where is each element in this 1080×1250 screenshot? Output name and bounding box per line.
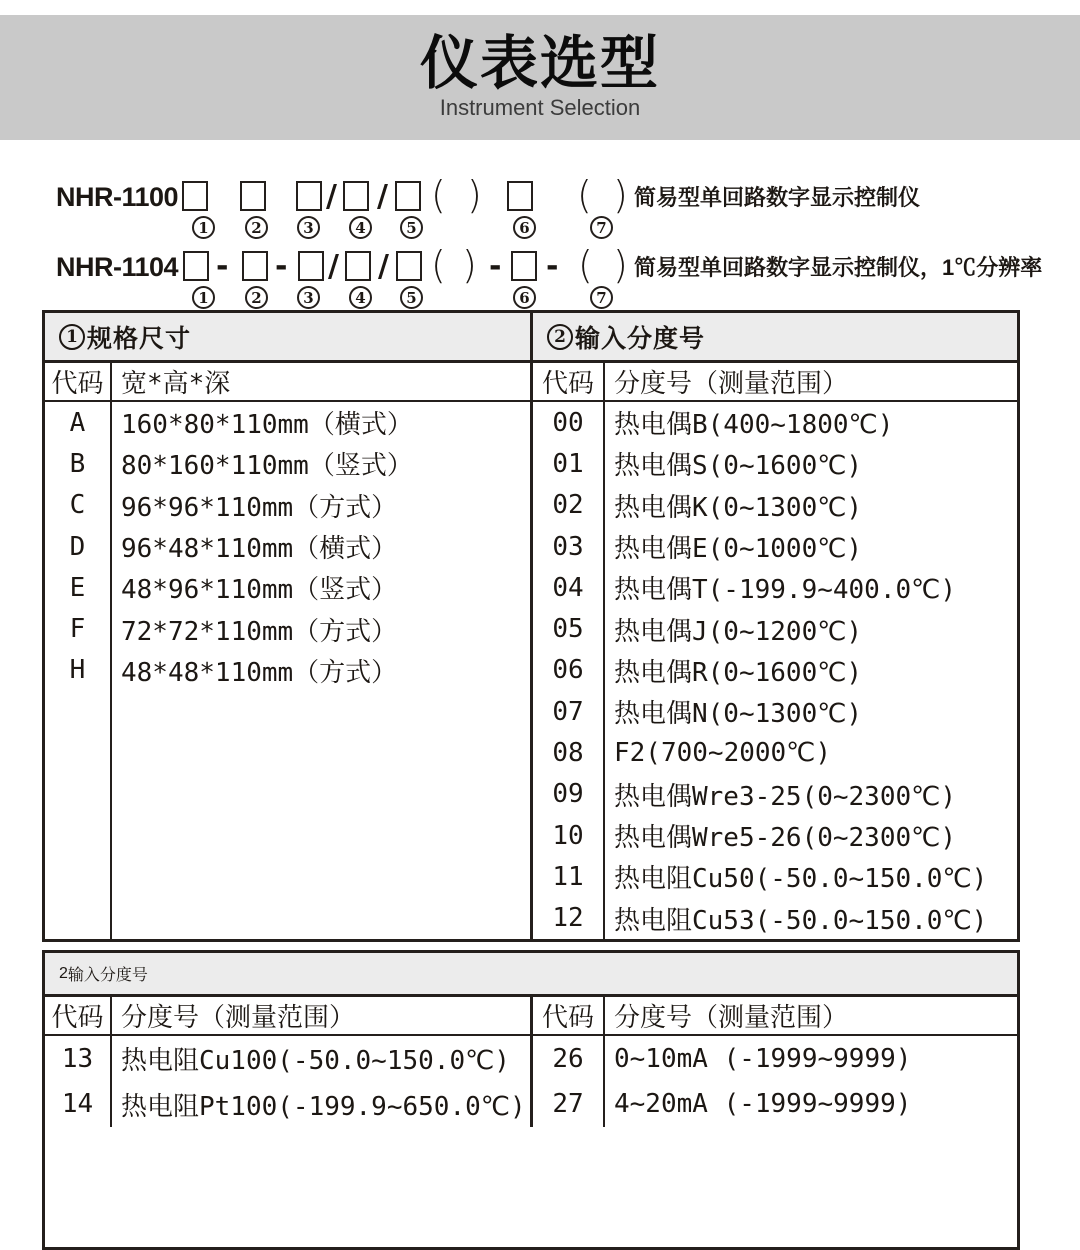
code-cell: F [69,614,86,645]
circled-number-1: 1 [192,216,215,239]
code-cell: B [69,448,86,479]
value-cell: 热电偶J(0~1200℃) [614,616,863,647]
column-header-row [533,997,1017,1036]
code-cell: D [69,531,86,562]
dash-separator: - [275,249,288,284]
format-box-5 [395,181,421,211]
code-column-header: 代码 [51,369,104,399]
value-cell: 0~10mA (-1999~9999) [614,1043,912,1074]
format-box-2 [242,251,268,281]
table-row [533,608,1017,649]
code-cell: 06 [552,655,584,686]
table-body [45,997,1017,1127]
format-box-6 [507,181,533,211]
value-cell: 热电偶K(0~1300℃) [614,492,863,523]
table-row [45,1082,530,1128]
value-cell: 热电偶S(0~1600℃) [614,451,863,482]
spec-table [42,310,1020,942]
code-cell: 12 [552,903,584,934]
dash-separator: - [216,249,229,284]
paren-open: ( [431,243,446,287]
format-box-4 [345,251,371,281]
circled-number-7: 7 [590,216,613,239]
value-column-header: 宽*高*深 [121,369,231,399]
circled-number-1: 1 [59,324,85,350]
format-box-3 [298,251,324,281]
table-row [45,485,530,526]
value-cell: 热电偶Wre3-25(0~2300℃) [614,781,956,812]
slash-separator: / [328,249,339,284]
circled-number-5: 5 [400,216,423,239]
input-code-panel [533,363,1017,939]
code-column-header: 代码 [541,1003,594,1033]
table-row [45,608,530,649]
page-title: 仪表选型 [419,31,660,96]
value-cell: 4~20mA (-1999~9999) [614,1089,912,1120]
table-row [533,898,1017,939]
table-row [533,1082,1017,1128]
code-cell: 09 [552,779,584,810]
table-row [533,485,1017,526]
slash-separator: / [378,249,389,284]
page-header-band [0,15,1080,140]
table-row [533,856,1017,897]
table-row [533,815,1017,856]
section-header-row [45,953,1017,997]
value-cell: 48*48*110mm（方式） [121,657,398,688]
format-box-2 [240,181,266,211]
value-cell: 热电阻Cu50(-50.0~150.0℃) [614,864,988,895]
table-row [533,691,1017,732]
circled-number-7: 7 [590,286,613,309]
table-body [45,363,1017,939]
code-cell: 10 [552,820,584,851]
section-header-size [45,313,533,360]
circled-number-1: 1 [192,286,215,309]
code-cell: 04 [552,572,584,603]
section-title: 输入分度号 [575,324,706,353]
table-row [45,526,530,567]
format-box-5 [396,251,422,281]
model-name: NHR-1104 [56,252,179,282]
value-cell: 热电阻Cu100(-50.0~150.0℃) [121,1046,510,1077]
format-box-4 [343,181,369,211]
table-row [533,443,1017,484]
table-row [533,774,1017,815]
dash-separator: - [489,249,502,284]
table-row [45,567,530,608]
value-cell: F2(700~2000℃) [614,738,832,769]
value-cell: 80*160*110mm（竖式） [121,451,413,482]
table-row [533,567,1017,608]
table-row [45,650,530,691]
left-panel [45,997,533,1127]
circled-number-2: 2 [245,216,268,239]
value-cell: 96*48*110mm（横式） [121,534,398,565]
model-name: NHR-1100 [56,182,179,212]
paren-close: ) [613,173,628,217]
value-cell: 热电偶Wre5-26(0~2300℃) [614,823,956,854]
circled-number-2: 2 [547,324,573,350]
value-column-header: 分度号（测量范围） [121,1003,356,1033]
code-cell: E [69,572,86,603]
paren-open: ( [577,173,592,217]
table-row [533,1036,1017,1082]
value-column-header: 分度号（测量范围） [614,1003,849,1033]
circled-number-5: 5 [400,286,423,309]
circled-number-4: 4 [349,286,372,309]
model-description: 简易型单回路数字显示控制仪 [634,185,921,210]
code-cell: A [69,407,86,438]
paren-open: ( [431,173,446,217]
code-cell: C [69,490,86,521]
right-panel [533,997,1017,1127]
size-panel [45,363,533,939]
paren-close: ) [613,243,628,287]
table-row [533,732,1017,773]
code-cell: 07 [552,696,584,727]
value-cell: 热电偶B(400~1800℃) [614,410,894,441]
section-title: 输入分度号 [67,967,148,984]
circled-number-6: 6 [513,216,536,239]
code-column-header: 代码 [541,369,594,399]
code-cell: 14 [61,1089,94,1120]
section-header-row [45,313,1017,363]
value-cell: 热电偶R(0~1600℃) [614,657,863,688]
code-cell: 08 [552,738,584,769]
table-row [533,402,1017,443]
value-cell: 热电偶N(0~1300℃) [614,699,863,730]
circled-number-3: 3 [297,216,320,239]
code-cell: 02 [552,490,584,521]
paren-open: ( [578,243,593,287]
code-cell: 03 [552,531,584,562]
circled-number-6: 6 [513,286,536,309]
circled-number-2: 2 [59,964,68,982]
circled-number-4: 4 [349,216,372,239]
paren-close: ) [462,243,477,287]
value-cell: 48*96*110mm（竖式） [121,575,398,606]
value-cell: 热电偶T(-199.9~400.0℃) [614,575,956,606]
dash-separator: - [546,249,559,284]
model-format-line-nhr1104 [0,243,1080,287]
slash-separator: / [326,179,337,214]
circled-number-2: 2 [245,286,268,309]
column-header-row [533,363,1017,402]
model-format-line-nhr1100 [0,173,1080,217]
format-box-1 [183,251,209,281]
code-column-header: 代码 [51,1003,104,1033]
paren-close: ) [467,173,482,217]
code-cell: 00 [552,407,584,438]
table-row [45,1036,530,1082]
code-cell: H [69,655,86,686]
value-cell: 160*80*110mm（横式） [121,410,413,441]
slash-separator: / [377,179,388,214]
value-cell: 热电阻Cu53(-50.0~150.0℃) [614,905,988,936]
format-box-3 [296,181,322,211]
format-box-6 [511,251,537,281]
code-cell: 13 [61,1043,94,1074]
code-cell: 01 [552,448,584,479]
section-title: 规格尺寸 [87,324,192,353]
value-column-header: 分度号（测量范围） [614,369,849,399]
code-cell: 11 [552,861,584,892]
circled-number-row [0,216,1080,242]
section-header-input [533,313,1017,360]
table-row [45,402,530,443]
circled-number-row [0,286,1080,312]
code-cell: 05 [552,614,584,645]
empty-space [45,691,530,939]
value-cell: 热电阻Pt100(-199.9~650.0℃) [121,1091,526,1122]
table-row [45,443,530,484]
table-row [533,650,1017,691]
value-cell: 96*96*110mm（方式） [121,492,398,523]
circled-number-3: 3 [297,286,320,309]
format-box-1 [182,181,208,211]
column-header-row [45,997,530,1036]
code-cell: 27 [552,1089,584,1120]
page-subtitle: Instrument Selection [439,95,641,120]
value-cell: 72*72*110mm（方式） [121,616,398,647]
value-cell: 热电偶E(0~1000℃) [614,534,863,565]
table-row [533,526,1017,567]
code-cell: 26 [552,1043,584,1074]
model-description: 简易型单回路数字显示控制仪，1℃分辨率 [634,255,1043,280]
input-table-continued [42,950,1020,1250]
column-header-row [45,363,530,402]
